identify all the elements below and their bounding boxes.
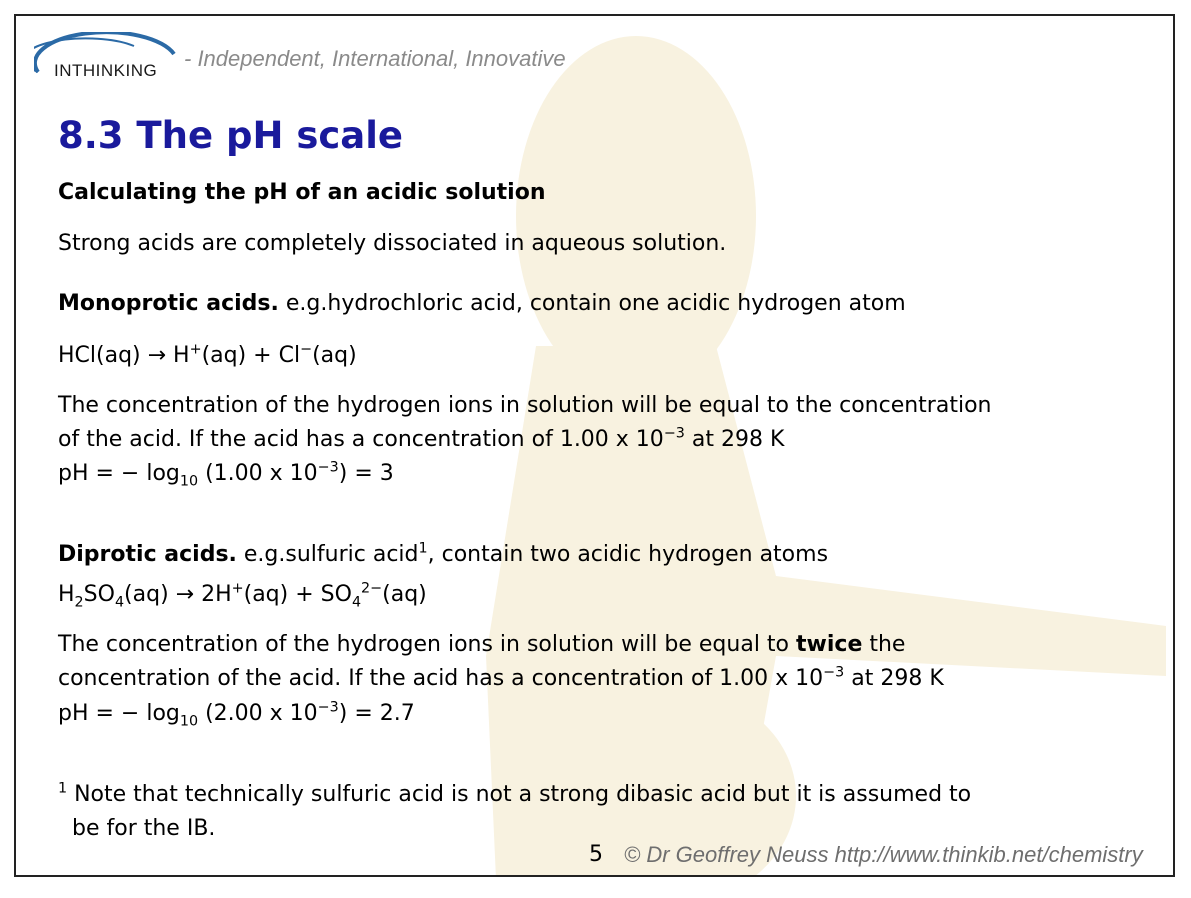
diprotic-equation: $H_2SO_4(aq) \to 2H^+(aq) + SO_4^{2-}(aq)$	[58, 580, 427, 611]
diprotic-explanation-1: The concentration of the hydrogen ions in solution will be equal to twice the	[58, 632, 906, 657]
header-tagline: - Independent, International, Innovative	[184, 46, 566, 71]
diprotic-heading-line: Diprotic acids. e.g.sulfuric acid$^1$, contain two acidic hydrogen atoms	[58, 540, 829, 567]
page-number: 5	[589, 842, 603, 867]
diprotic-ph-calculation: pH = − $\log_{10} (2.00$ x $10^{-3}) = 2.7$	[58, 699, 415, 730]
inthinking-logo	[34, 32, 184, 82]
footnote-reference: 1	[418, 540, 428, 557]
monoprotic-heading: Monoprotic acids.	[58, 291, 279, 316]
footnote-line-2: be for the IB.	[72, 816, 216, 841]
monoprotic-heading-line	[58, 289, 906, 320]
monoprotic-explanation-2: of the acid. If the acid has a concentration of 1.00 x $10^{-3}$ at 298 K	[58, 425, 785, 452]
footnote-line-1: $^1$ Note that technically sulfuric acid is not a strong dibasic acid but it is assumed to	[58, 780, 972, 807]
monoprotic-ph-calculation: pH = − $\log_{10} (1.00$ x $10^{-3}) = 3$	[58, 459, 394, 490]
diprotic-heading: Diprotic acids.	[58, 542, 237, 567]
copyright-text: © Dr Geoffrey Neuss http://www.thinkib.net/chemistry	[624, 842, 1143, 867]
svg-text:INTHINKING: INTHINKING	[54, 61, 158, 80]
monoprotic-equation: HCl(aq) → H+(aq) + Cl−(aq)	[58, 341, 357, 368]
monoprotic-explanation-1: The concentration of the hydrogen ions in solution will be equal to the concentration	[58, 393, 992, 418]
section-subtitle: Calculating the pH of an acidic solution	[58, 180, 546, 205]
monoprotic-description: e.g.hydrochloric acid, contain one acidic hydrogen atom	[278, 291, 906, 316]
diprotic-explanation-2: concentration of the acid. If the acid has a concentration of 1.00 x $10^{-3}$ at 298 K	[58, 664, 944, 691]
intro-text: Strong acids are completely dissociated in aqueous solution.	[58, 231, 727, 256]
slide	[14, 14, 1175, 877]
footnote-marker: 1	[58, 780, 68, 797]
page-title: 8.3 The pH scale	[58, 114, 404, 157]
